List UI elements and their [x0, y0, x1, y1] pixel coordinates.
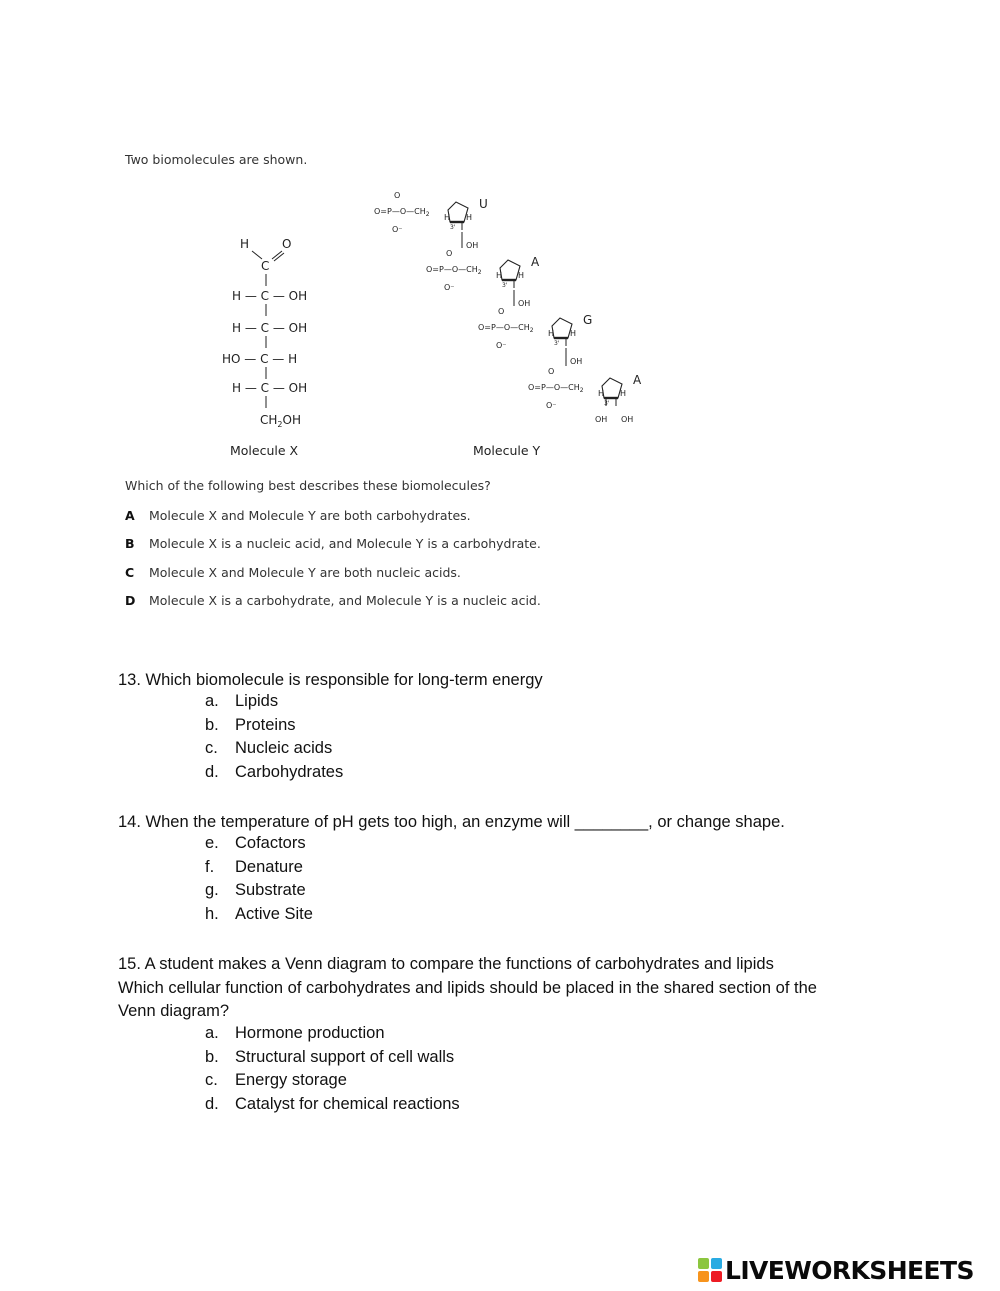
option-marker: c.	[205, 1071, 218, 1090]
choice-letter: C	[125, 564, 135, 580]
svg-text:G: G	[583, 313, 593, 327]
svg-text:O⁻: O⁻	[444, 283, 455, 292]
nucleotide-unit-4	[528, 367, 642, 424]
svg-text:O⁻: O⁻	[496, 341, 507, 350]
svg-text:H: H	[496, 271, 503, 280]
question-13: 13. Which biomolecule is responsible for long-term energy	[118, 671, 543, 689]
svg-text:3': 3'	[554, 340, 560, 347]
option-marker: d.	[205, 762, 219, 781]
option-marker: g.	[205, 881, 219, 900]
option-item[interactable]	[205, 1048, 460, 1072]
option-marker: e.	[205, 834, 219, 852]
molecule-y-structure	[374, 191, 642, 458]
choice-a[interactable]	[125, 508, 541, 536]
choice-b[interactable]	[125, 536, 541, 564]
mol-x-ch2: CH	[260, 413, 278, 427]
option-marker: h.	[205, 904, 219, 923]
option-marker: d.	[205, 1094, 219, 1113]
option-item[interactable]	[205, 692, 343, 716]
question-15-line-1: 15. A student makes a Venn diagram to compare the functions of carbohydrates and lipids	[118, 955, 774, 973]
mol-x-h-top: H	[240, 237, 250, 251]
question-14: 14. When the temperature of pH gets too high, an enzyme will ________, or change shape.	[118, 813, 785, 831]
svg-text:OH: OH	[570, 357, 583, 366]
mol-x-ch2-sub: 2	[277, 420, 283, 429]
svg-text:OH: OH	[621, 415, 634, 424]
option-text: Nucleic acids	[235, 739, 333, 758]
molecule-figure	[210, 182, 670, 467]
choice-text: Molecule X and Molecule Y are both nucleic acids.	[149, 564, 461, 580]
option-item[interactable]	[205, 716, 343, 740]
logo-square-green	[698, 1258, 709, 1269]
svg-text:3': 3'	[450, 224, 456, 231]
choice-c[interactable]	[125, 565, 541, 593]
option-text: Proteins	[235, 715, 296, 734]
option-text: Catalyst for chemical reactions	[235, 1094, 460, 1113]
question-15-options	[205, 1024, 460, 1118]
liveworksheets-wordmark: LIVEWORKSHEETS	[725, 1255, 974, 1285]
svg-text:3': 3'	[502, 282, 508, 289]
mol-x-row-3: HO — C — H	[222, 352, 298, 366]
choice-d[interactable]	[125, 593, 541, 621]
option-text: Denature	[235, 857, 303, 876]
nucleotide-unit-2	[426, 249, 540, 308]
svg-text:A: A	[633, 373, 642, 387]
svg-text:H: H	[444, 213, 451, 222]
svg-text:O=P—O—CH2: $O=P—O—CH_2$	[426, 265, 482, 276]
option-marker: a.	[205, 1024, 219, 1042]
question-15-line-2: Which cellular function of carbohydrates and lipids should be placed in the shared section of the	[118, 978, 817, 997]
choice-text: Molecule X and Molecule Y are both carbohydrates.	[149, 508, 471, 523]
mol-x-row-1: H — C — OH	[232, 289, 308, 303]
mol-x-ch2-oh: OH	[282, 413, 301, 427]
svg-text:H: H	[518, 271, 525, 280]
option-text: Lipids	[235, 692, 279, 710]
question-14-options	[205, 834, 313, 928]
option-item[interactable]	[205, 1095, 460, 1119]
option-item[interactable]	[205, 881, 313, 905]
option-item[interactable]	[205, 1024, 460, 1048]
choice-letter: B	[125, 536, 135, 552]
option-item[interactable]	[205, 1071, 460, 1095]
option-item[interactable]	[205, 834, 313, 858]
svg-text:O⁻: O⁻	[546, 401, 557, 410]
option-marker: b.	[205, 1047, 219, 1066]
option-item[interactable]	[205, 905, 313, 929]
mol-x-row-4: H — C — OH	[232, 381, 308, 395]
svg-text:O=P—O—CH2: $O=P—O—CH_2$	[528, 383, 584, 394]
svg-text:3': 3'	[604, 400, 610, 407]
svg-text:OH: OH	[518, 299, 531, 308]
svg-text:H: H	[466, 213, 473, 222]
figure-intro: Two biomolecules are shown.	[125, 152, 308, 167]
svg-text:H: H	[620, 389, 627, 398]
option-text: Cofactors	[235, 834, 306, 852]
question-13-options	[205, 692, 343, 786]
figure-question: Which of the following best describes these biomolecules?	[125, 478, 491, 493]
option-marker: b.	[205, 715, 219, 734]
liveworksheets-icon	[698, 1258, 722, 1282]
logo-square-blue	[711, 1258, 722, 1269]
svg-text:OH: OH	[595, 415, 608, 424]
figure-choices	[125, 508, 541, 621]
mol-x-c-top: C	[261, 259, 270, 273]
option-marker: a.	[205, 692, 219, 710]
option-item[interactable]	[205, 858, 313, 882]
choice-text: Molecule X is a carbohydrate, and Molecule Y is a nucleic acid.	[149, 592, 541, 608]
question-15-line-3: Venn diagram?	[118, 1002, 229, 1020]
svg-text:O=P—O—CH2: $O=P—O—CH_2$	[478, 323, 534, 334]
choice-letter: A	[125, 508, 135, 523]
mol-x-row-2: H — C — OH	[232, 321, 308, 335]
option-item[interactable]	[205, 763, 343, 787]
svg-text:U: U	[479, 197, 488, 211]
option-marker: f.	[205, 857, 215, 876]
option-text: Active Site	[235, 904, 313, 923]
logo-square-red	[711, 1271, 722, 1282]
molecule-x-label: Molecule X	[230, 443, 299, 458]
option-text: Energy storage	[235, 1071, 347, 1090]
choice-letter: D	[125, 592, 136, 608]
option-text: Structural support of cell walls	[235, 1047, 455, 1066]
svg-text:H: H	[570, 329, 577, 338]
svg-text:H: H	[598, 389, 605, 398]
liveworksheets-logo	[698, 1256, 974, 1284]
nucleotide-unit-1	[374, 191, 488, 250]
option-text: Hormone production	[235, 1024, 385, 1042]
mol-x-o-top: O	[282, 237, 292, 251]
svg-text:O: O	[498, 307, 505, 316]
svg-text:A: A	[531, 255, 540, 269]
option-text: Substrate	[235, 881, 306, 900]
question-15	[118, 953, 817, 1024]
option-marker: c.	[205, 739, 218, 758]
svg-text:O: O	[548, 367, 555, 376]
option-text: Carbohydrates	[235, 762, 344, 781]
molecule-y-label: Molecule Y	[473, 443, 541, 458]
logo-square-orange	[698, 1271, 709, 1282]
svg-text:OH: OH	[466, 241, 479, 250]
svg-text:O: O	[446, 249, 453, 258]
svg-text:O⁻: O⁻	[392, 225, 403, 234]
svg-text:H: H	[548, 329, 555, 338]
svg-text:O: O	[394, 191, 401, 200]
molecule-x-structure	[222, 237, 307, 458]
svg-text:O=P—O—CH2: $O=P—O—CH_2$	[374, 207, 430, 218]
choice-text: Molecule X is a nucleic acid, and Molecule Y is a carbohydrate.	[149, 536, 541, 552]
svg-text:CH2OH	[260, 413, 301, 429]
option-item[interactable]	[205, 739, 343, 763]
nucleotide-unit-3	[478, 307, 592, 366]
